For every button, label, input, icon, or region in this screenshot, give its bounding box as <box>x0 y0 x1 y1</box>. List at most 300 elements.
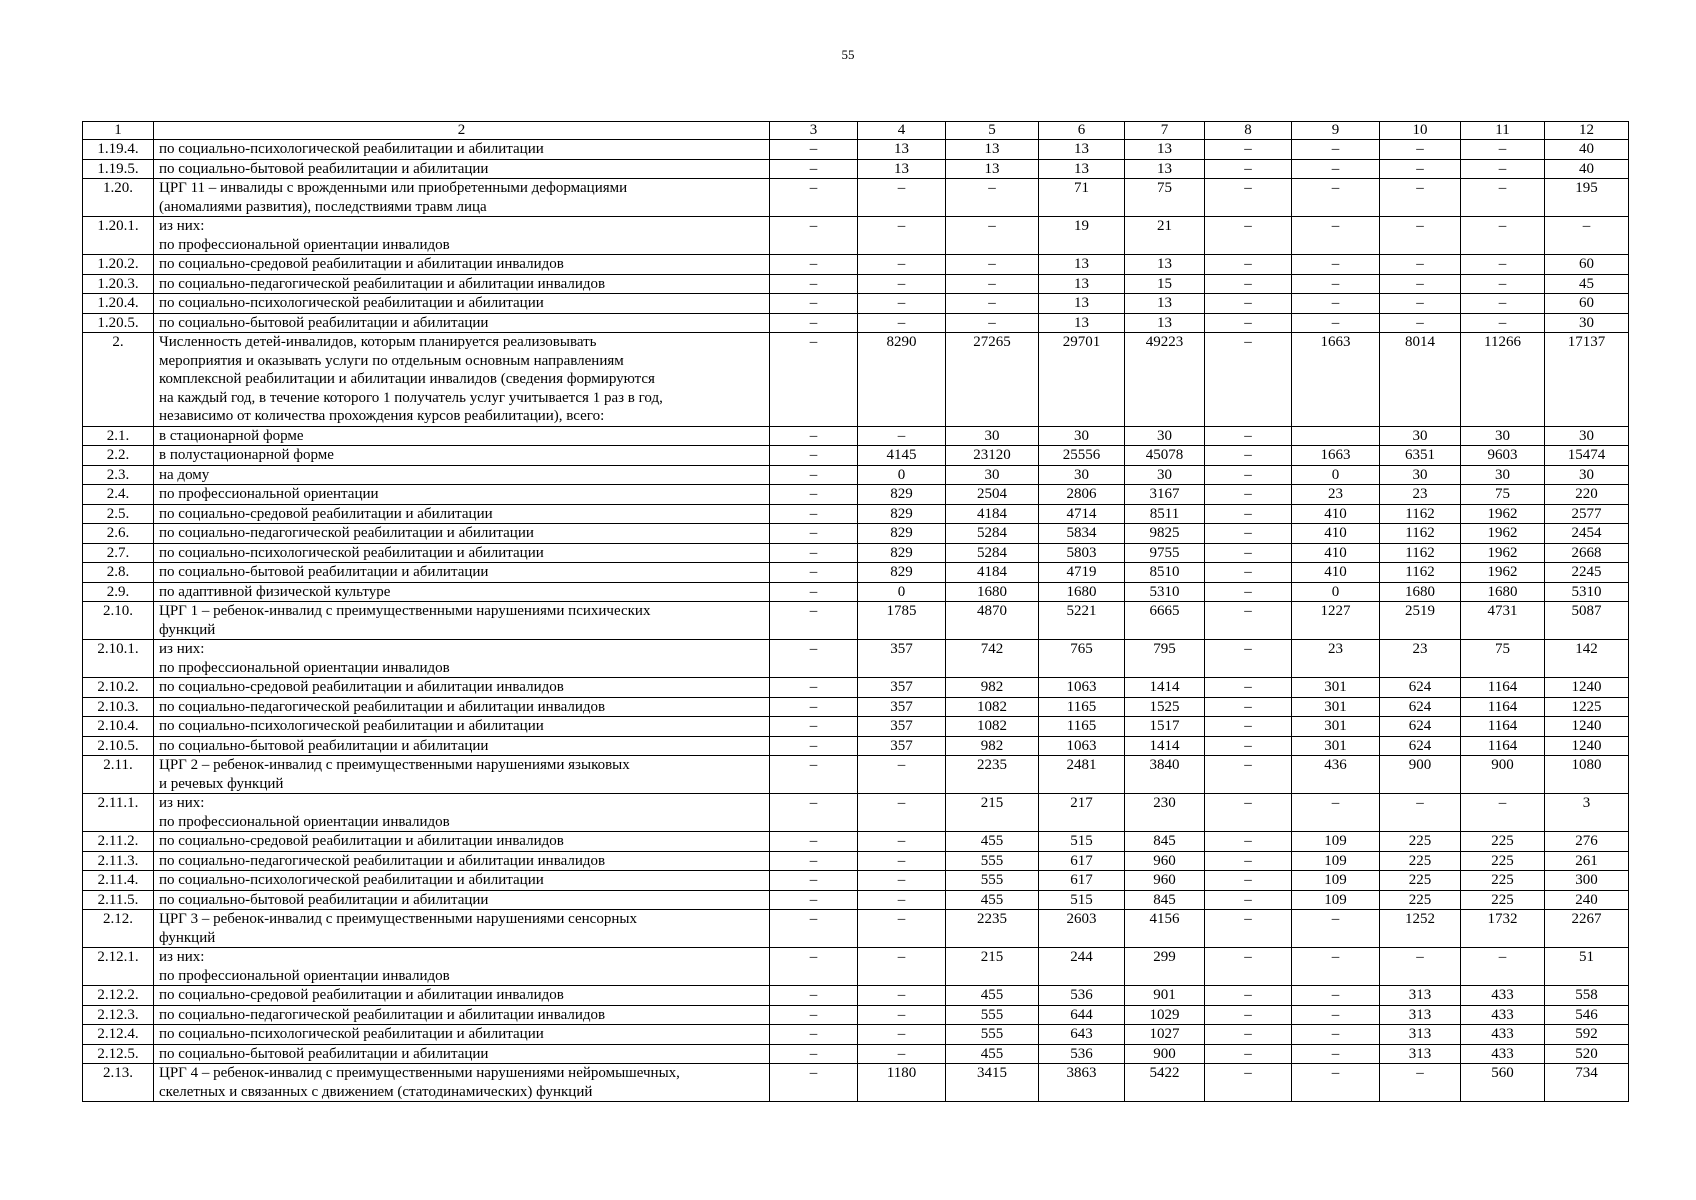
value-cell: 9603 <box>1461 446 1545 466</box>
value-cell: – <box>1205 678 1292 698</box>
value-cell: – <box>1461 217 1545 255</box>
value-cell: 624 <box>1380 717 1461 737</box>
value-cell: – <box>770 1005 858 1025</box>
value-cell: – <box>770 563 858 583</box>
value-cell: 1732 <box>1461 910 1545 948</box>
value-cell: 1962 <box>1461 504 1545 524</box>
row-number-cell: 1.19.5. <box>83 159 154 179</box>
row-label-cell: по социально-бытовой реабилитации и абилитации <box>154 1044 770 1064</box>
header-cell: 7 <box>1125 122 1205 140</box>
row-label-cell: по социально-педагогической реабилитации и абилитации инвалидов <box>154 851 770 871</box>
value-cell: 2235 <box>946 910 1039 948</box>
value-cell: 2245 <box>1545 563 1629 583</box>
value-cell: – <box>770 697 858 717</box>
value-cell: – <box>1461 948 1545 986</box>
value-cell: 313 <box>1380 1025 1461 1045</box>
value-cell: 13 <box>858 140 946 160</box>
value-cell: – <box>1380 140 1461 160</box>
value-cell: – <box>1205 948 1292 986</box>
value-cell: – <box>1205 179 1292 217</box>
value-cell: 301 <box>1292 736 1380 756</box>
row-number-cell: 2.12.5. <box>83 1044 154 1064</box>
value-cell: 536 <box>1039 986 1125 1006</box>
row-number-cell: 1.20.2. <box>83 255 154 275</box>
value-cell: 1517 <box>1125 717 1205 737</box>
value-cell: – <box>858 851 946 871</box>
row-label-cell: в стационарной форме <box>154 426 770 446</box>
value-cell: – <box>1205 697 1292 717</box>
value-cell: – <box>1292 1044 1380 1064</box>
value-cell: 357 <box>858 678 946 698</box>
value-cell: 433 <box>1461 986 1545 1006</box>
value-cell: 742 <box>946 640 1039 678</box>
row-number-cell: 2.1. <box>83 426 154 446</box>
row-number-cell: 2.10.3. <box>83 697 154 717</box>
value-cell: 109 <box>1292 832 1380 852</box>
value-cell: 410 <box>1292 504 1380 524</box>
value-cell: 5284 <box>946 524 1039 544</box>
row-number-cell: 2.11. <box>83 756 154 794</box>
value-cell: – <box>1380 1064 1461 1102</box>
value-cell: – <box>770 179 858 217</box>
value-cell: 23 <box>1292 640 1380 678</box>
value-cell: 734 <box>1545 1064 1629 1102</box>
value-cell: – <box>770 159 858 179</box>
value-cell: 6665 <box>1125 602 1205 640</box>
value-cell: 19 <box>1039 217 1125 255</box>
value-cell: 13 <box>1039 313 1125 333</box>
value-cell: 30 <box>1545 465 1629 485</box>
value-cell: 1227 <box>1292 602 1380 640</box>
row-label-cell: по социально-психологической реабилитации и абилитации <box>154 140 770 160</box>
value-cell: 5422 <box>1125 1064 1205 1102</box>
row-label-cell: по социально-педагогической реабилитации и абилитации инвалидов <box>154 697 770 717</box>
value-cell: 13 <box>1125 255 1205 275</box>
table-row <box>83 948 1629 986</box>
value-cell: 795 <box>1125 640 1205 678</box>
value-cell: – <box>858 756 946 794</box>
value-cell: 244 <box>1039 948 1125 986</box>
value-cell: 1962 <box>1461 524 1545 544</box>
row-label-cell: из них: по профессиональной ориентации инвалидов <box>154 217 770 255</box>
value-cell: – <box>770 986 858 1006</box>
value-cell: – <box>1205 217 1292 255</box>
table-row <box>83 717 1629 737</box>
value-cell: – <box>1205 851 1292 871</box>
value-cell: 2235 <box>946 756 1039 794</box>
row-label-cell: по социально-бытовой реабилитации и абилитации <box>154 890 770 910</box>
row-label-cell: по социально-средовой реабилитации и абилитации <box>154 504 770 524</box>
table-row <box>83 179 1629 217</box>
row-number-cell: 2.7. <box>83 543 154 563</box>
value-cell: – <box>770 640 858 678</box>
value-cell: – <box>1205 910 1292 948</box>
value-cell: 9825 <box>1125 524 1205 544</box>
value-cell: 829 <box>858 543 946 563</box>
table-row <box>83 465 1629 485</box>
table-row <box>83 255 1629 275</box>
value-cell: – <box>1205 140 1292 160</box>
value-cell: 455 <box>946 890 1039 910</box>
value-cell: 225 <box>1461 890 1545 910</box>
value-cell: 5834 <box>1039 524 1125 544</box>
header-cell: 5 <box>946 122 1039 140</box>
value-cell: 592 <box>1545 1025 1629 1045</box>
value-cell: – <box>858 217 946 255</box>
value-cell: – <box>1205 1025 1292 1045</box>
value-cell: 3840 <box>1125 756 1205 794</box>
value-cell: – <box>858 910 946 948</box>
value-cell: 829 <box>858 563 946 583</box>
value-cell: – <box>858 871 946 891</box>
value-cell: – <box>1205 1005 1292 1025</box>
value-cell: 75 <box>1461 485 1545 505</box>
value-cell: 13 <box>1039 294 1125 314</box>
row-number-cell: 2.8. <box>83 563 154 583</box>
value-cell: – <box>770 948 858 986</box>
value-cell: 30 <box>1545 313 1629 333</box>
row-label-cell: по социально-средовой реабилитации и абилитации инвалидов <box>154 255 770 275</box>
value-cell: 455 <box>946 1044 1039 1064</box>
value-cell: 1164 <box>1461 736 1545 756</box>
row-number-cell: 2.10.4. <box>83 717 154 737</box>
value-cell: 617 <box>1039 851 1125 871</box>
value-cell: 217 <box>1039 794 1125 832</box>
value-cell: – <box>770 313 858 333</box>
row-label-cell: по социально-педагогической реабилитации и абилитации инвалидов <box>154 274 770 294</box>
table-row <box>83 563 1629 583</box>
page-number: 55 <box>841 47 855 62</box>
value-cell: 8290 <box>858 333 946 427</box>
header-cell: 8 <box>1205 122 1292 140</box>
value-cell: 313 <box>1380 1005 1461 1025</box>
value-cell: 109 <box>1292 851 1380 871</box>
value-cell: 0 <box>858 582 946 602</box>
value-cell: 40 <box>1545 159 1629 179</box>
row-number-cell: 2.11.5. <box>83 890 154 910</box>
row-label-cell: по социально-бытовой реабилитации и абилитации <box>154 563 770 583</box>
value-cell: 4156 <box>1125 910 1205 948</box>
value-cell: 1414 <box>1125 736 1205 756</box>
value-cell: 220 <box>1545 485 1629 505</box>
value-cell: 1680 <box>1461 582 1545 602</box>
value-cell: 225 <box>1461 871 1545 891</box>
value-cell: – <box>770 678 858 698</box>
table-row <box>83 871 1629 891</box>
value-cell: 1162 <box>1380 524 1461 544</box>
value-cell: – <box>1205 465 1292 485</box>
value-cell: 515 <box>1039 890 1125 910</box>
value-cell: – <box>1380 255 1461 275</box>
table-row <box>83 890 1629 910</box>
value-cell: – <box>858 1005 946 1025</box>
row-number-cell: 2.11.3. <box>83 851 154 871</box>
value-cell: 1663 <box>1292 446 1380 466</box>
value-cell: 624 <box>1380 736 1461 756</box>
value-cell: 455 <box>946 832 1039 852</box>
value-cell: 558 <box>1545 986 1629 1006</box>
value-cell: – <box>858 832 946 852</box>
value-cell: 1680 <box>946 582 1039 602</box>
value-cell: 357 <box>858 717 946 737</box>
value-cell: – <box>770 756 858 794</box>
value-cell: 1165 <box>1039 697 1125 717</box>
table-row <box>83 602 1629 640</box>
row-label-cell: из них: по профессиональной ориентации инвалидов <box>154 794 770 832</box>
value-cell: 0 <box>1292 465 1380 485</box>
value-cell: 1164 <box>1461 717 1545 737</box>
value-cell: – <box>770 602 858 640</box>
value-cell: – <box>1380 179 1461 217</box>
value-cell: – <box>858 274 946 294</box>
value-cell: 2519 <box>1380 602 1461 640</box>
row-number-cell: 2.12. <box>83 910 154 948</box>
header-cell: 2 <box>154 122 770 140</box>
value-cell: 2481 <box>1039 756 1125 794</box>
value-cell: 555 <box>946 851 1039 871</box>
value-cell: 13 <box>1125 294 1205 314</box>
row-number-cell: 2.10.1. <box>83 640 154 678</box>
row-label-cell: по профессиональной ориентации <box>154 485 770 505</box>
value-cell: 1082 <box>946 717 1039 737</box>
value-cell: 23 <box>1380 485 1461 505</box>
value-cell: 109 <box>1292 871 1380 891</box>
value-cell: 30 <box>946 426 1039 446</box>
value-cell: – <box>1292 1025 1380 1045</box>
value-cell: 433 <box>1461 1025 1545 1045</box>
value-cell: – <box>770 274 858 294</box>
value-cell: 13 <box>1125 140 1205 160</box>
value-cell: 71 <box>1039 179 1125 217</box>
value-cell: 225 <box>1380 851 1461 871</box>
value-cell: 1164 <box>1461 697 1545 717</box>
value-cell: 5310 <box>1545 582 1629 602</box>
row-number-cell: 2.4. <box>83 485 154 505</box>
value-cell: – <box>946 217 1039 255</box>
table-row <box>83 313 1629 333</box>
value-cell: 644 <box>1039 1005 1125 1025</box>
value-cell: – <box>1292 1005 1380 1025</box>
value-cell: 13 <box>1039 140 1125 160</box>
value-cell: – <box>858 986 946 1006</box>
value-cell: – <box>1205 274 1292 294</box>
value-cell: 1225 <box>1545 697 1629 717</box>
value-cell: 3167 <box>1125 485 1205 505</box>
value-cell: 1162 <box>1380 563 1461 583</box>
row-label-cell: по социально-бытовой реабилитации и абилитации <box>154 159 770 179</box>
value-cell: 301 <box>1292 717 1380 737</box>
row-number-cell: 2.3. <box>83 465 154 485</box>
value-cell: 225 <box>1380 832 1461 852</box>
value-cell: 301 <box>1292 697 1380 717</box>
value-cell: – <box>1380 217 1461 255</box>
value-cell: 357 <box>858 640 946 678</box>
value-cell: – <box>1380 294 1461 314</box>
value-cell: 30 <box>1380 426 1461 446</box>
data-table <box>82 121 1629 1102</box>
value-cell: 15474 <box>1545 446 1629 466</box>
row-label-cell: ЦРГ 3 – ребенок-инвалид с преимущественными нарушениями сенсорных функций <box>154 910 770 948</box>
value-cell: 5803 <box>1039 543 1125 563</box>
value-cell: 30 <box>1461 426 1545 446</box>
value-cell: – <box>1461 255 1545 275</box>
table-row <box>83 333 1629 427</box>
value-cell: – <box>1205 986 1292 1006</box>
value-cell: – <box>770 294 858 314</box>
row-label-cell: по социально-психологической реабилитации и абилитации <box>154 1025 770 1045</box>
row-number-cell: 2.12.4. <box>83 1025 154 1045</box>
value-cell: – <box>946 255 1039 275</box>
row-number-cell: 1.20.3. <box>83 274 154 294</box>
value-cell: 900 <box>1380 756 1461 794</box>
value-cell: 13 <box>858 159 946 179</box>
value-cell <box>1292 426 1380 446</box>
value-cell: 1029 <box>1125 1005 1205 1025</box>
value-cell: 2454 <box>1545 524 1629 544</box>
row-number-cell: 2.12.2. <box>83 986 154 1006</box>
value-cell: – <box>770 426 858 446</box>
header-cell: 3 <box>770 122 858 140</box>
value-cell: 357 <box>858 697 946 717</box>
value-cell: 1063 <box>1039 678 1125 698</box>
value-cell: – <box>1380 274 1461 294</box>
value-cell: 829 <box>858 485 946 505</box>
value-cell: 13 <box>1039 255 1125 275</box>
value-cell: – <box>770 504 858 524</box>
row-number-cell: 1.20.5. <box>83 313 154 333</box>
value-cell: – <box>1545 217 1629 255</box>
table-row <box>83 640 1629 678</box>
table-row <box>83 543 1629 563</box>
value-cell: – <box>1205 602 1292 640</box>
value-cell: – <box>1205 832 1292 852</box>
value-cell: – <box>1380 794 1461 832</box>
value-cell: – <box>858 1044 946 1064</box>
value-cell: 30 <box>946 465 1039 485</box>
value-cell: 15 <box>1125 274 1205 294</box>
value-cell: 829 <box>858 504 946 524</box>
table-row <box>83 159 1629 179</box>
value-cell: 555 <box>946 1025 1039 1045</box>
value-cell: – <box>770 465 858 485</box>
value-cell: 23 <box>1292 485 1380 505</box>
row-label-cell: по социально-бытовой реабилитации и абилитации <box>154 313 770 333</box>
row-number-cell: 2.11.1. <box>83 794 154 832</box>
value-cell: 2806 <box>1039 485 1125 505</box>
value-cell: – <box>1205 426 1292 446</box>
value-cell: – <box>1461 794 1545 832</box>
value-cell: – <box>1205 1064 1292 1102</box>
value-cell: 30 <box>1125 465 1205 485</box>
row-label-cell: по социально-психологической реабилитации и абилитации <box>154 294 770 314</box>
value-cell: 1962 <box>1461 543 1545 563</box>
value-cell: 5087 <box>1545 602 1629 640</box>
row-label-cell: по социально-средовой реабилитации и абилитации инвалидов <box>154 678 770 698</box>
value-cell: – <box>1292 910 1380 948</box>
row-label-cell: по адаптивной физической культуре <box>154 582 770 602</box>
value-cell: 1785 <box>858 602 946 640</box>
value-cell: – <box>858 179 946 217</box>
value-cell: 4184 <box>946 563 1039 583</box>
value-cell: 900 <box>1461 756 1545 794</box>
header-cell: 6 <box>1039 122 1125 140</box>
value-cell: 49223 <box>1125 333 1205 427</box>
value-cell: 1962 <box>1461 563 1545 583</box>
table-row <box>83 736 1629 756</box>
row-number-cell: 1.20.4. <box>83 294 154 314</box>
value-cell: – <box>770 485 858 505</box>
row-label-cell: по социально-педагогической реабилитации и абилитации <box>154 524 770 544</box>
value-cell: – <box>1292 179 1380 217</box>
value-cell: – <box>1380 313 1461 333</box>
table-row <box>83 217 1629 255</box>
row-number-cell: 1.20. <box>83 179 154 217</box>
value-cell: – <box>1205 313 1292 333</box>
value-cell: 313 <box>1380 986 1461 1006</box>
header-cell: 12 <box>1545 122 1629 140</box>
value-cell: 45078 <box>1125 446 1205 466</box>
row-number-cell: 2. <box>83 333 154 427</box>
value-cell: 845 <box>1125 890 1205 910</box>
row-number-cell: 2.12.3. <box>83 1005 154 1025</box>
value-cell: 1414 <box>1125 678 1205 698</box>
value-cell: 9755 <box>1125 543 1205 563</box>
value-cell: 225 <box>1380 871 1461 891</box>
table-row <box>83 446 1629 466</box>
value-cell: – <box>1292 159 1380 179</box>
table-row <box>83 794 1629 832</box>
value-cell: – <box>1205 794 1292 832</box>
value-cell: – <box>946 274 1039 294</box>
value-cell: 142 <box>1545 640 1629 678</box>
value-cell: 520 <box>1545 1044 1629 1064</box>
value-cell: – <box>1205 446 1292 466</box>
value-cell: 30 <box>1545 426 1629 446</box>
value-cell: 1663 <box>1292 333 1380 427</box>
header-cell: 11 <box>1461 122 1545 140</box>
table-row <box>83 524 1629 544</box>
value-cell: 624 <box>1380 678 1461 698</box>
value-cell: 3 <box>1545 794 1629 832</box>
row-label-cell: по социально-педагогической реабилитации и абилитации инвалидов <box>154 1005 770 1025</box>
value-cell: 13 <box>1039 274 1125 294</box>
table-row <box>83 140 1629 160</box>
value-cell: 1240 <box>1545 736 1629 756</box>
value-cell: – <box>770 140 858 160</box>
value-cell: 5221 <box>1039 602 1125 640</box>
value-cell: – <box>770 871 858 891</box>
value-cell: – <box>1380 948 1461 986</box>
value-cell: 30 <box>1039 426 1125 446</box>
value-cell: 299 <box>1125 948 1205 986</box>
value-cell: 1162 <box>1380 504 1461 524</box>
value-cell: 8510 <box>1125 563 1205 583</box>
row-number-cell: 1.20.1. <box>83 217 154 255</box>
value-cell: – <box>946 313 1039 333</box>
value-cell: 2668 <box>1545 543 1629 563</box>
value-cell: 4719 <box>1039 563 1125 583</box>
value-cell: 51 <box>1545 948 1629 986</box>
value-cell: 13 <box>946 140 1039 160</box>
value-cell: 1080 <box>1545 756 1629 794</box>
value-cell: – <box>1292 255 1380 275</box>
value-cell: – <box>770 1025 858 1045</box>
value-cell: 8014 <box>1380 333 1461 427</box>
row-number-cell: 2.10.2. <box>83 678 154 698</box>
value-cell: 555 <box>946 871 1039 891</box>
value-cell: 982 <box>946 736 1039 756</box>
value-cell: – <box>1461 313 1545 333</box>
